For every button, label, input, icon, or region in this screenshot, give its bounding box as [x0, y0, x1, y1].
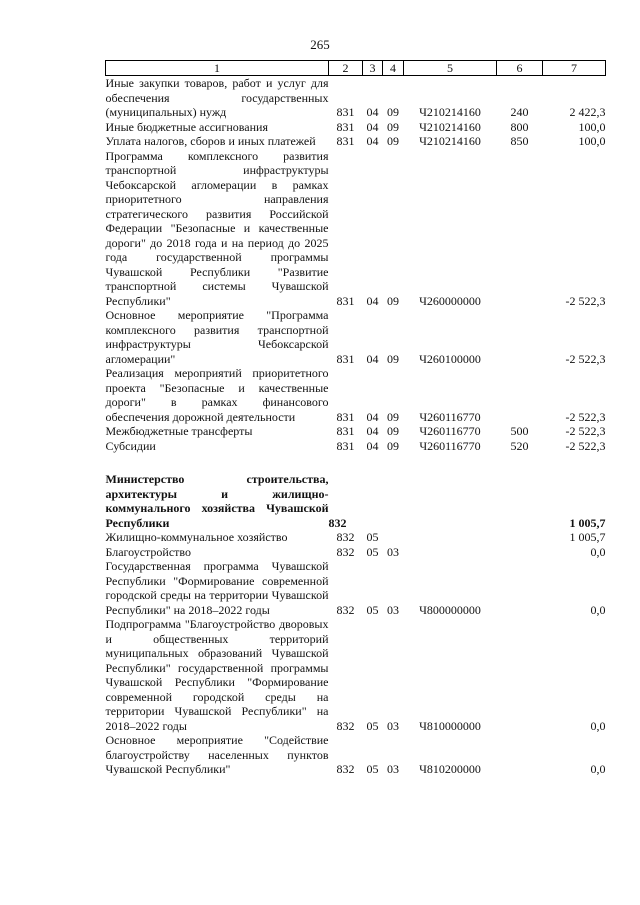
- table-body: [106, 76, 606, 777]
- row-amount: -2 522,3: [565, 351, 606, 366]
- row-expense-type: 800: [510, 119, 529, 134]
- row-expense-type: 520: [510, 438, 529, 453]
- row-section-code: 04: [366, 134, 379, 148]
- row-expense-type: [497, 733, 543, 777]
- row-subsection-code: 09: [387, 105, 399, 119]
- table-header: [106, 61, 606, 76]
- row-target-item: Ч210214160: [419, 119, 481, 134]
- row-expense-type: 240: [510, 105, 529, 119]
- row-section-code: 04: [366, 438, 379, 453]
- row-ministry-code: 831: [336, 134, 355, 148]
- header-col-1: 1: [106, 61, 329, 76]
- header-col-4: 4: [383, 61, 404, 76]
- row-name: Межбюджетные трансферты: [105, 424, 253, 438]
- row-target-item: Ч810000000: [419, 718, 481, 733]
- row-subsection-code: [383, 530, 404, 545]
- row-target-item: Ч800000000: [419, 602, 481, 617]
- row-ministry-code: 832: [336, 762, 355, 776]
- row-name: Иные закупки товаров, работ и услуг для обеспечения государственных (муниципальных) нужд: [105, 76, 329, 119]
- row-amount: -2 522,3: [565, 293, 606, 308]
- row-target-item: Ч810200000: [419, 762, 481, 776]
- row-subsection-code: 09: [387, 293, 399, 308]
- row-section-code: [363, 472, 383, 530]
- row-expense-type: [497, 530, 543, 545]
- row-expense-type: [497, 366, 543, 424]
- row-target-item: [404, 530, 497, 545]
- row-ministry-code: 831: [336, 119, 355, 134]
- row-ministry-code: 832: [336, 530, 355, 544]
- row-target-item: Ч210214160: [419, 134, 481, 148]
- row-name: Благоустройство: [105, 544, 192, 559]
- table-row: [106, 149, 606, 309]
- table-row: [106, 559, 606, 617]
- row-target-item: Ч260000000: [419, 293, 481, 308]
- row-subsection-code: 09: [387, 119, 399, 134]
- row-section-code: 05: [366, 530, 379, 544]
- row-ministry-code: 832: [328, 515, 347, 530]
- row-name: Государственная программа Чувашской Республики "Формирование современной городской среды на территории Чувашской Республики" на 2018–2022 годы: [105, 559, 329, 617]
- row-subsection-code: 09: [387, 134, 399, 148]
- row-subsection-code: 03: [387, 602, 399, 617]
- table-row: [106, 134, 606, 149]
- row-name: Реализация мероприятий приоритетного проекта "Безопасные и качественные дороги" в рамках финансового обеспечения дорожной деятельности: [105, 366, 329, 424]
- row-target-item: Ч260116770: [419, 409, 481, 424]
- row-target-item: Ч210214160: [419, 105, 481, 119]
- row-ministry-code: 832: [336, 544, 355, 559]
- header-col-3: 3: [363, 61, 383, 76]
- row-name: Министерство строительства, архитектуры и жилищно-коммунального хозяйства Чувашской Республики: [105, 472, 329, 530]
- row-subsection-code: [383, 472, 404, 530]
- row-subsection-code: 03: [387, 762, 399, 776]
- row-name: Основное мероприятие "Программа комплексного развития транспортной инфраструктуры Чебоксарской агломерации": [105, 308, 329, 366]
- row-subsection-code: 09: [387, 351, 399, 366]
- page-number: 265: [310, 37, 330, 52]
- row-target-item: [404, 472, 497, 530]
- row-ministry-code: 831: [336, 424, 355, 438]
- header-col-6: 6: [497, 61, 543, 76]
- table-row: [106, 545, 606, 560]
- row-section-code: 05: [366, 718, 379, 733]
- row-expense-type: [497, 149, 543, 309]
- row-amount: 1 005,7: [569, 515, 606, 530]
- table-row: [106, 439, 606, 454]
- row-name: Основное мероприятие "Содействие благоустройству населенных пунктов Чувашской Республики": [105, 733, 329, 776]
- budget-table: [105, 60, 606, 777]
- row-amount: 1 005,7: [569, 530, 606, 544]
- row-amount: -2 522,3: [565, 424, 606, 438]
- row-target-item: [404, 545, 497, 560]
- row-section-code: 05: [366, 602, 379, 617]
- table-row: [106, 733, 606, 777]
- table-row: [106, 424, 606, 439]
- row-amount: 100,0: [578, 134, 606, 148]
- row-amount: 0,0: [590, 544, 606, 559]
- row-expense-type: [497, 472, 543, 530]
- row-ministry-code: 831: [336, 293, 355, 308]
- row-ministry-code: 832: [336, 602, 355, 617]
- row-expense-type: [497, 545, 543, 560]
- table-row: [106, 76, 606, 120]
- row-subsection-code: 09: [387, 424, 399, 438]
- row-section-code: 05: [366, 544, 379, 559]
- row-ministry-code: 831: [336, 105, 355, 119]
- table-row: [106, 530, 606, 545]
- row-amount: 0,0: [590, 762, 606, 776]
- row-section-code: 04: [366, 119, 379, 134]
- row-expense-type: 500: [510, 424, 529, 438]
- section-spacer: [106, 453, 606, 472]
- row-section-code: 04: [366, 424, 379, 438]
- table-row-section: [106, 472, 606, 530]
- table-row: [106, 308, 606, 366]
- row-section-code: 04: [366, 293, 379, 308]
- row-ministry-code: 831: [336, 351, 355, 366]
- row-expense-type: [497, 617, 543, 733]
- header-col-5: 5: [404, 61, 497, 76]
- table-row: [106, 366, 606, 424]
- row-target-item: Ч260116770: [419, 424, 481, 438]
- row-expense-type: 850: [510, 134, 529, 148]
- row-amount: 100,0: [578, 119, 606, 134]
- row-name: Уплата налогов, сборов и иных платежей: [105, 134, 316, 148]
- row-section-code: 04: [366, 351, 379, 366]
- row-expense-type: [497, 559, 543, 617]
- header-col-2: 2: [329, 61, 363, 76]
- row-amount: 0,0: [590, 602, 606, 617]
- row-amount: -2 522,3: [565, 409, 606, 424]
- row-target-item: Ч260100000: [419, 351, 481, 366]
- table-row: [106, 120, 606, 135]
- row-name: Субсидии: [105, 438, 156, 453]
- table-row: [106, 617, 606, 733]
- row-name: Жилищно-коммунальное хозяйство: [105, 530, 288, 544]
- row-amount: -2 522,3: [565, 438, 606, 453]
- row-section-code: 05: [366, 762, 379, 776]
- row-name: Иные бюджетные ассигнования: [105, 119, 268, 134]
- row-subsection-code: 09: [387, 438, 399, 453]
- row-section-code: 04: [366, 409, 379, 424]
- row-ministry-code: 832: [336, 718, 355, 733]
- row-amount: 0,0: [590, 718, 606, 733]
- row-target-item: Ч260116770: [419, 438, 481, 453]
- header-col-7: 7: [543, 61, 606, 76]
- row-amount: 2 422,3: [569, 105, 606, 119]
- row-subsection-code: 03: [387, 718, 399, 733]
- spacer-cell: [106, 453, 606, 472]
- row-name: Программа комплексного развития транспортной инфраструктуры Чебоксарской агломерации в рамках приоритетного направления стратегического развития Российской Федерации "Безопасные и качественные дороги" до 2018 года и на период до 2025 года государственной программы Чувашской Республики "Развитие транспортной системы Чувашской Республики": [105, 148, 329, 308]
- row-name: Подпрограмма "Благоустройство дворовых и общественных территорий муниципальных образований Чувашской Республики" государственной программы Чувашской Республики "Формирование современной городской среды на территории Чувашской Республики" на 2018–2022 годы: [105, 617, 329, 733]
- row-subsection-code: 09: [387, 409, 399, 424]
- row-ministry-code: 831: [336, 438, 355, 453]
- row-expense-type: [497, 308, 543, 366]
- row-ministry-code: 831: [336, 409, 355, 424]
- row-subsection-code: 03: [387, 544, 399, 559]
- row-section-code: 04: [366, 105, 379, 119]
